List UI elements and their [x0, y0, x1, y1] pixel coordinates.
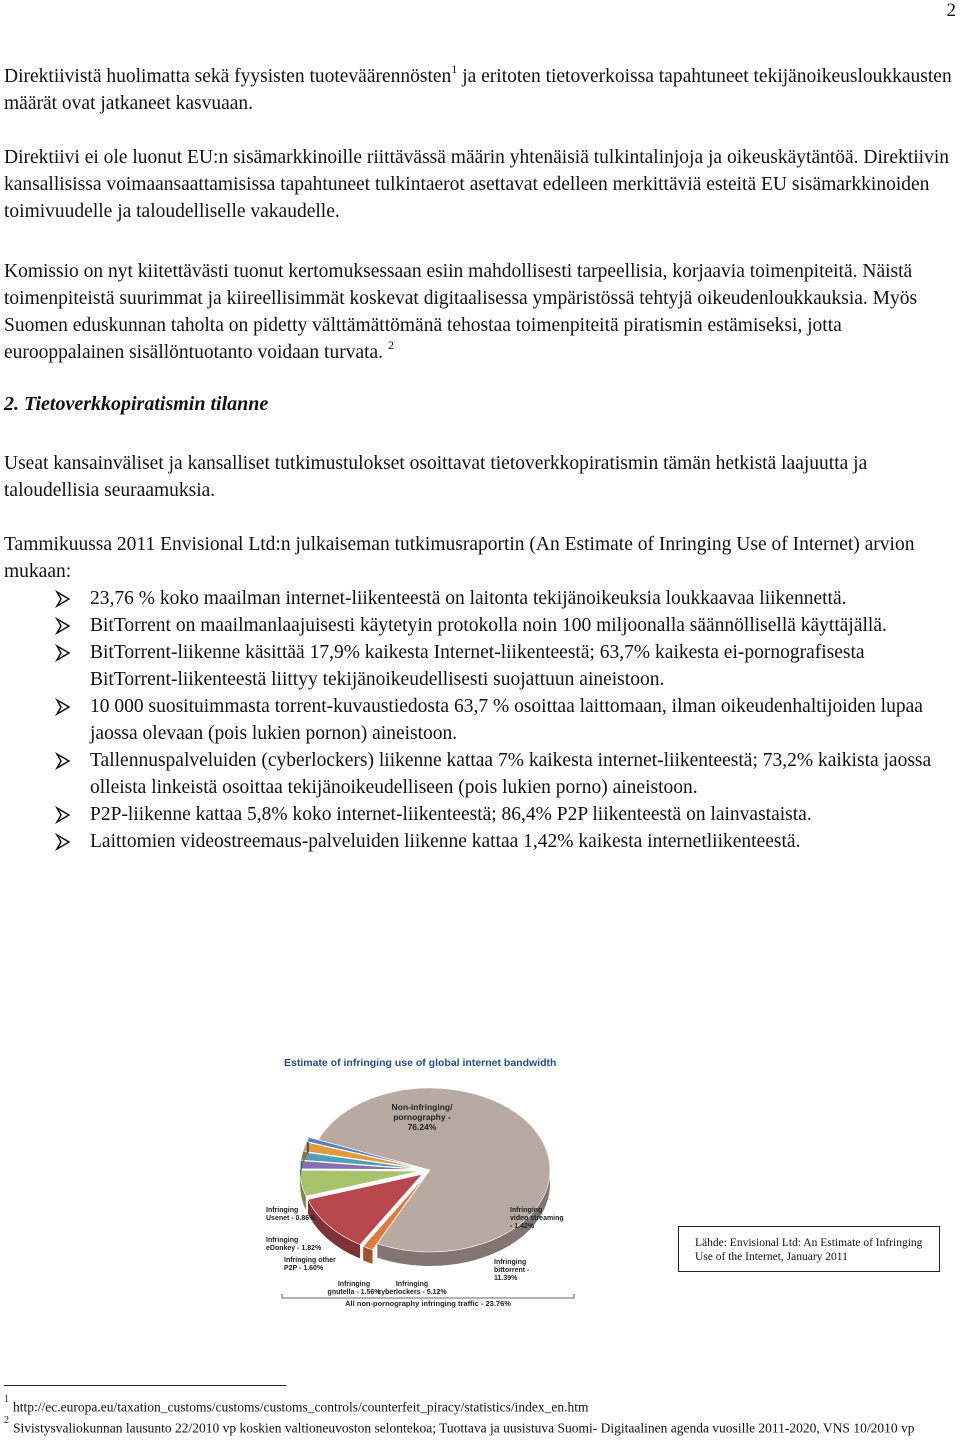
- list-item-text: 23,76 % koko maailman internet-liikenteestä on laitonta tekijänoikeuksia loukkaavaa liikennettä.: [90, 588, 847, 609]
- paragraph-commission: [4, 258, 954, 366]
- footnote-divider: [4, 1385, 286, 1386]
- bandwidth-pie-chart: [262, 1052, 592, 1308]
- findings-list: [54, 585, 954, 855]
- list-item: [54, 801, 954, 828]
- list-item-text: 10 000 suosituimmasta torrent-kuvaustiedosta 63,7 % osoittaa laittomaan, ilman oikeudenhaltijoiden lupaa jaossa olevaan (pois lukien pornon) aineistoon.: [90, 696, 923, 744]
- arrow-bullet-icon: [54, 806, 72, 824]
- slice-label: Infringing eDonkey - 1.82%: [266, 1237, 322, 1252]
- footnote-ref-2[interactable]: 2: [387, 337, 394, 352]
- arrow-bullet-icon: [54, 617, 72, 635]
- slice-label: Infringing cyberlockers - 5.12%: [377, 1281, 447, 1296]
- list-item-text: BitTorrent on maailmanlaajuisesti käytetyin protokolla noin 100 miljoonalla säännöllisellä käyttäjällä.: [90, 615, 887, 636]
- footnote-number: 2: [4, 1415, 9, 1426]
- paragraph-intro: [4, 63, 954, 117]
- arrow-bullet-icon: [54, 698, 72, 716]
- list-item-text: P2P-liikenne kattaa 5,8% koko internet-liikenteestä; 86,4% P2P liikenteestä on lainvastaista.: [90, 804, 812, 825]
- paragraph-directive: Direktiivi ei ole luonut EU:n sisämarkkinoille riittävässä määrin yhtenäisiä tulkintalinjoja ja oikeuskäytäntöä. Direktiivin kansallisissa voimaansaattamisissa tapahtuneet tulkintaerot asettavat edelleen merkittäviä esteitä EU sisämarkkinoiden toimivuudelle ja taloudelliselle vakaudelle.: [4, 147, 949, 222]
- paragraph-commission-text: Komissio on nyt kiitettävästi tuonut kertomuksessaan esiin mahdollisesti tarpeellisia, korjaavia toimenpiteitä. Näistä toimenpiteistä suurimmat ja kiireellisimmät koskevat digitaalisessa ympäristössä tehtyjä oikeudenloukkauksia. Myös Suomen eduskunnan taholta on pidetty välttämättömänä tehostaa toimenpiteitä piratismin estämiseksi, jotta eurooppalainen sisällöntuotanto voidaan turvata.: [4, 261, 918, 363]
- list-item-text: Laittomien videostreemaus-palveluiden liikenne kattaa 1,42% kaikesta internetliikenteestä.: [90, 831, 801, 852]
- arrow-bullet-icon: [54, 644, 72, 662]
- pie-chart-svg: [262, 1052, 592, 1308]
- list-item-text: BitTorrent-liikenne käsittää 17,9% kaikesta Internet-liikenteestä; 63,7% kaikesta ei-pornografisesta BitTorrent-liikenteestä liittyy tekijänoikeudellisesti suojattuun aineistoon.: [90, 642, 865, 690]
- paragraph-intro-text-a: Direktiivistä huolimatta sekä fyysisten tuoteväärennösten: [4, 66, 452, 87]
- slice-label: Infringing video streaming - 1.42%: [510, 1207, 564, 1230]
- list-item: [54, 828, 954, 855]
- slice-label: Infringing gnutella - 1.56%: [327, 1281, 381, 1296]
- arrow-bullet-icon: [54, 752, 72, 770]
- paragraph-research: Useat kansainväliset ja kansalliset tutkimustulokset osoittavat tietoverkkopiratismin tämän hetkistä laajuutta ja taloudellisia seuraamuksia.: [4, 453, 868, 501]
- arrow-bullet-icon: [54, 590, 72, 608]
- paragraph-envisional: Tammikuussa 2011 Envisional Ltd:n julkaiseman tutkimusraportin (An Estimate of Inringing Use of Internet) arvion mukaan:: [4, 534, 915, 582]
- slice-label: Infringing other P2P - 1.60%: [284, 1257, 336, 1272]
- paragraph-intro-text-b: ja eritoten tietoverkoissa tapahtuneet tekijänoikeusloukkausten määrät ovat jatkaneet kasvuaan.: [4, 66, 952, 114]
- source-box: Lähde: Envisional Ltd: An Estimate of Infringing Use of the Internet, January 2011: [678, 1226, 940, 1272]
- footnote-2: [4, 1416, 954, 1438]
- section-heading: 2. Tietoverkkopiratismin tilanne: [4, 393, 269, 415]
- chart-title: Estimate of infringing use of global internet bandwidth: [284, 1057, 557, 1069]
- footnote-text: Sivistysvaliokunnan lausunto 22/2010 vp koskien valtioneuvoston selontekoa; Tuottava ja uusistuva Suomi- Digitaalinen agenda vuosille 2011-2020, VNS 10/2010 vp: [13, 1420, 915, 1436]
- list-item: [54, 747, 954, 801]
- footnote-link[interactable]: http://ec.europa.eu/taxation_customs/customs/customs_controls/counterfeit_piracy/statistics/index_en.htm: [13, 1399, 589, 1415]
- footnote-number: 1: [4, 1394, 9, 1405]
- list-item: [54, 612, 954, 639]
- slice-label: Non-infringing/ pornography -76.24%: [391, 1102, 453, 1132]
- footnote-ref-1[interactable]: 1: [451, 61, 458, 76]
- list-item: [54, 693, 954, 747]
- list-item: [54, 639, 954, 693]
- slice-label: Infringing bittorrent -11.39%: [494, 1259, 530, 1282]
- footnote-1: [4, 1395, 954, 1417]
- arrow-bullet-icon: [54, 833, 72, 851]
- list-item-text: Tallennuspalveluiden (cyberlockers) liikenne kattaa 7% kaikesta internet-liikenteestä; 73,2% kaikista jaossa olleista linkeistä osoittaa tekijänoikeudelliseen (pois lukien porno) aineistoon.: [90, 750, 932, 798]
- list-item: [54, 585, 954, 612]
- page-number: 2: [946, 0, 956, 21]
- bracket-label: All non-pornography infringing traffic - 23.76%: [345, 1299, 511, 1308]
- slice-label: Infringing Usenet - 0.86%: [266, 1207, 316, 1222]
